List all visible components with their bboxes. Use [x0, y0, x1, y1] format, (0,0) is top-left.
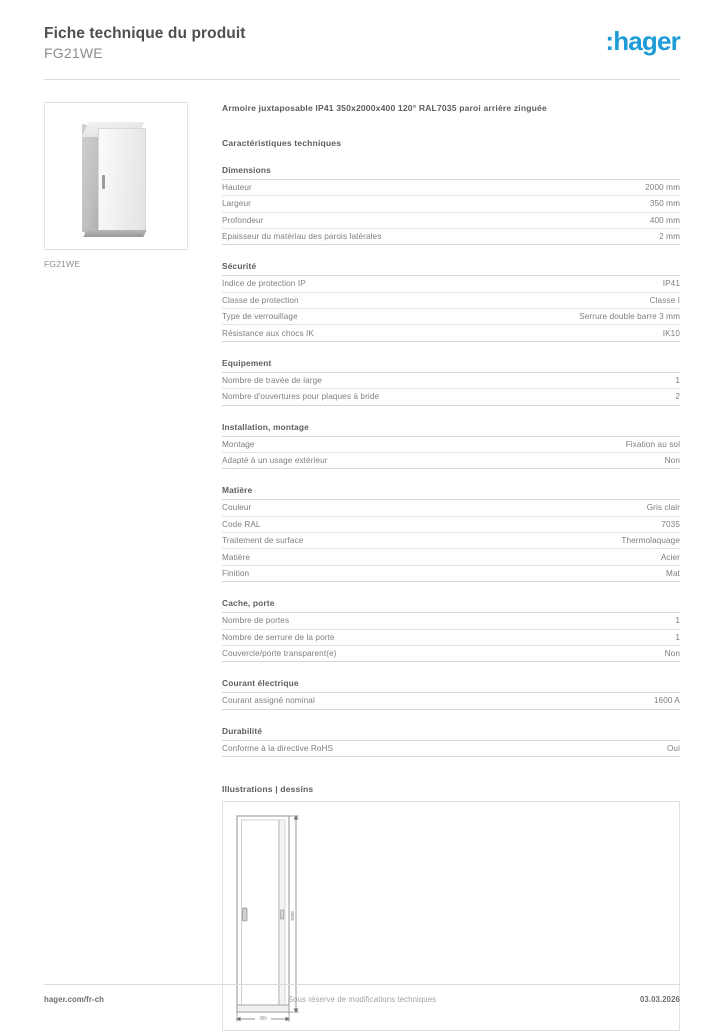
drawing-height-arrow-top-icon [294, 815, 299, 820]
spec-label: Nombre de portes [222, 616, 290, 626]
spec-label: Indice de protection IP [222, 279, 306, 289]
logo-wordmark: hager [613, 26, 680, 56]
spec-label: Courant assigné nominal [222, 696, 315, 706]
spec-row [222, 325, 680, 341]
spec-value: 350 mm [649, 199, 680, 209]
spec-group-title: Cache, porte [222, 598, 680, 613]
spec-row [222, 533, 680, 549]
spec-value: 400 mm [649, 215, 680, 225]
header-title-block [44, 24, 246, 63]
spec-label: Largeur [222, 199, 251, 209]
spec-row [222, 646, 680, 662]
specifications-column [212, 102, 680, 1031]
spec-value: Gris clair [646, 503, 680, 513]
specs-heading: Caractéristiques techniques [222, 137, 342, 148]
spec-label: Code RAL [222, 519, 261, 529]
spec-value: IP41 [662, 279, 680, 289]
spec-row [222, 437, 680, 453]
spec-value: Mat [666, 568, 680, 578]
spec-group [222, 165, 680, 246]
spec-label: Nombre d'ouvertures pour plaques à bride [222, 392, 380, 402]
spec-value: Fixation au sol [625, 439, 680, 449]
spec-value: 1 [675, 375, 680, 385]
spec-row [222, 229, 680, 245]
spec-label: Type de verrouillage [222, 312, 298, 322]
spec-row [222, 389, 680, 405]
spec-group-title: Durabilité [222, 726, 680, 741]
spec-group-title: Installation, montage [222, 422, 680, 437]
spec-label: Traitement de surface [222, 536, 304, 546]
spec-label: Couleur [222, 503, 252, 513]
spec-group-title: Equipement [222, 358, 680, 373]
footer-row [44, 995, 680, 1004]
drawing-width-dimension-label: 350 [259, 1015, 267, 1021]
spec-value: 1600 A [653, 696, 680, 706]
product-photo [68, 114, 164, 238]
page-content [44, 80, 680, 1031]
spec-group-title: Sécurité [222, 261, 680, 276]
drawing-height-dimension-label: 2000 [290, 911, 295, 921]
drawing-door-handle-icon [243, 908, 248, 921]
spec-row [222, 293, 680, 309]
spec-group [222, 678, 680, 709]
spec-label: Nombre de serrure de la porte [222, 632, 335, 642]
spec-groups-container [222, 165, 680, 757]
spec-row [222, 693, 680, 709]
page-footer [44, 984, 680, 1004]
spec-row [222, 309, 680, 325]
spec-row [222, 500, 680, 516]
spec-value: Non [664, 649, 680, 659]
spec-group-title: Matière [222, 485, 680, 500]
spec-value: 2000 mm [645, 182, 680, 192]
drawing-width-arrow-left-icon [236, 1017, 241, 1021]
footer-date: 03.03.2026 [639, 995, 680, 1004]
spec-label: Matière [222, 552, 251, 562]
spec-group [222, 261, 680, 342]
illustrations-heading: Illustrations | dessins [222, 784, 314, 795]
product-image-column [44, 102, 212, 1031]
product-photo-frame [44, 102, 188, 250]
spec-label: Hauteur [222, 182, 252, 192]
spec-label: Montage [222, 439, 255, 449]
spec-value: 2 mm [659, 232, 680, 242]
spec-label: Profondeur [222, 215, 264, 225]
spec-group [222, 726, 680, 757]
spec-label: Couvercle/porte transparent(e) [222, 649, 337, 659]
spec-label: Nombre de travée de large [222, 375, 322, 385]
spec-group [222, 485, 680, 582]
spec-row [222, 517, 680, 533]
spec-value: Oui [666, 743, 680, 753]
product-reference: FG21WE [44, 44, 103, 61]
page-title: Fiche technique du produit [44, 25, 246, 42]
logo-colon-icon: : [605, 26, 614, 56]
drawing-base-plinth [237, 1005, 289, 1012]
spec-value: Non [664, 456, 680, 466]
spec-row [222, 373, 680, 389]
spec-value: 2 [675, 392, 680, 402]
footer-disclaimer: Sous réserve de modifications techniques [287, 995, 437, 1004]
spec-value: Thermolaquage [621, 536, 680, 546]
spec-label: Epaisseur du matériau des parois latérales [222, 232, 382, 242]
spec-group-title: Courant électrique [222, 678, 680, 693]
spec-value: Classe I [649, 295, 680, 305]
spec-value: Acier [660, 552, 680, 562]
product-description: Armoire juxtaposable IP41 350x2000x400 120° RAL7035 paroi arrière zinguée [222, 102, 547, 113]
spec-row [222, 566, 680, 582]
cabinet-base-plinth [83, 230, 146, 237]
page-header [44, 0, 680, 63]
spec-label: Finition [222, 568, 250, 578]
spec-row [222, 196, 680, 212]
spec-value: 1 [675, 632, 680, 642]
spec-row [222, 213, 680, 229]
spec-value: 1 [675, 616, 680, 626]
cabinet-front-door [98, 128, 146, 232]
footer-website-link[interactable]: hager.com/fr-ch [44, 995, 104, 1004]
drawing-width-arrow-right-icon [286, 1017, 291, 1021]
spec-value: 7035 [661, 519, 680, 529]
spec-row [222, 549, 680, 565]
cabinet-handle-icon [102, 175, 105, 189]
footer-divider [44, 984, 680, 985]
spec-group [222, 598, 680, 662]
spec-label: Résistance aux chocs IK [222, 328, 314, 338]
spec-label: Adapté à un usage extérieur [222, 456, 328, 466]
spec-value: Serrure double barre 3 mm [579, 312, 680, 322]
spec-row [222, 276, 680, 292]
hager-logo [605, 24, 680, 54]
spec-group-title: Dimensions [222, 165, 680, 180]
spec-label: Conforme à la directive RoHS [222, 743, 334, 753]
product-photo-caption: FG21WE [44, 258, 81, 269]
drawing-height-arrow-bottom-icon [294, 1009, 299, 1014]
spec-value: IK10 [662, 328, 680, 338]
spec-row [222, 630, 680, 646]
spec-row [222, 613, 680, 629]
drawing-lock-icon [281, 910, 284, 919]
spec-group [222, 358, 680, 406]
spec-row [222, 180, 680, 196]
spec-row [222, 741, 680, 757]
spec-row [222, 453, 680, 469]
spec-label: Classe de protection [222, 295, 299, 305]
spec-group [222, 422, 680, 470]
